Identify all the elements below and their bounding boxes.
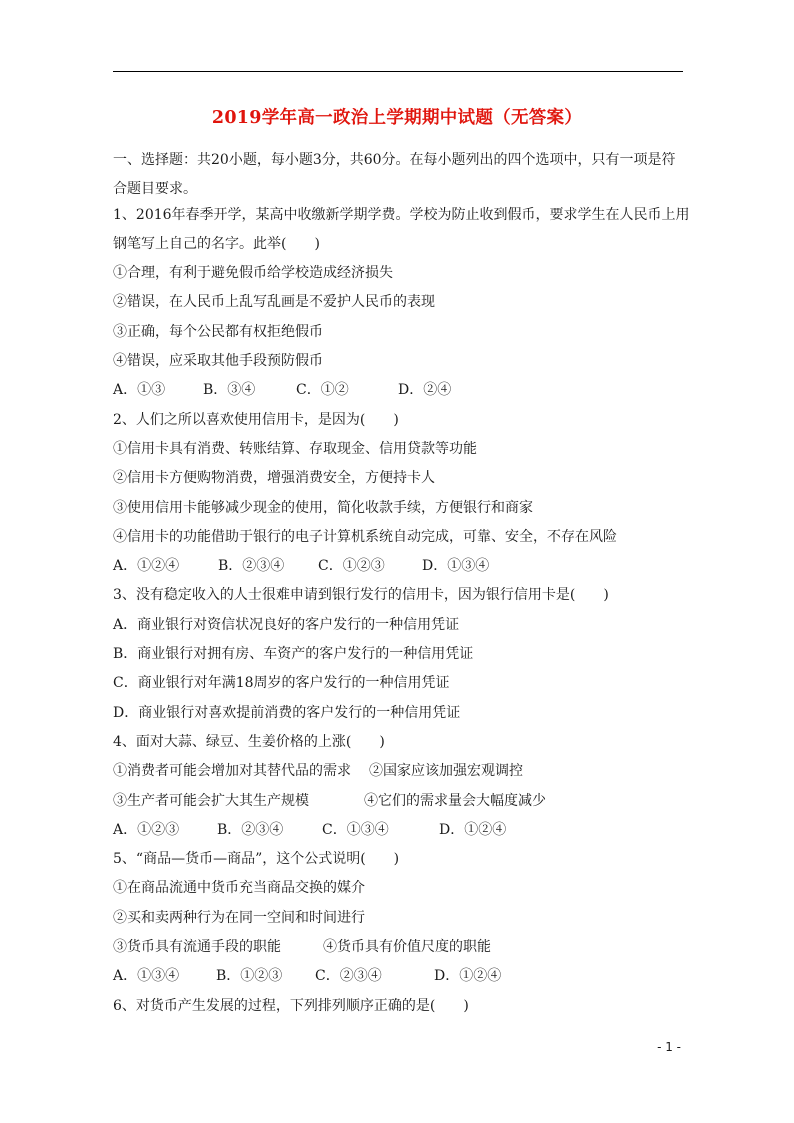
option-b: B．②③④: [217, 821, 284, 838]
option-c: C．①②: [296, 382, 349, 399]
option-c: C．①②③: [318, 558, 385, 575]
page-number: - 1 -: [657, 1040, 681, 1054]
option-d: D．商业银行对喜欢提前消费的客户发行的一种信用凭证: [113, 704, 461, 721]
statement-item: ④信用卡的功能借助于银行的电子计算机系统自动完成，可靠、安全，不存在风险: [113, 528, 617, 545]
statement-item: ③生产者可能会扩大其生产规模: [113, 792, 309, 809]
option-a: A．①③: [113, 382, 166, 399]
exam-title: 2019学年高一政治上学期期中试题（无答案）: [211, 108, 583, 128]
statement-item: ③正确，每个公民都有权拒绝假币: [113, 323, 323, 340]
statement-item: ①消费者可能会增加对其替代品的需求: [113, 763, 351, 780]
answer-options: [113, 556, 688, 585]
question-5: [113, 849, 688, 995]
statement-item: ③货币具有流通手段的职能: [113, 939, 281, 956]
answer-options: [113, 380, 688, 409]
question-3: [113, 585, 688, 731]
option-d: D．②④: [398, 382, 452, 399]
statement-item: ①在商品流通中货币充当商品交换的媒介: [113, 880, 365, 897]
option-b: B．②③④: [218, 558, 285, 575]
question-6: [113, 996, 688, 1025]
statement-item: ③使用信用卡能够减少现金的使用，简化收款手续，方便银行和商家: [113, 499, 533, 516]
question-stem: 4、面对大蒜、绿豆、生姜价格的上涨( ): [113, 733, 385, 750]
option-a: A．①②③: [113, 821, 180, 838]
exam-body: [113, 146, 688, 1025]
section-instructions: 一、选择题：共20小题，每小题3分，共60分。在每小题列出的四个选项中，只有一项是符合题目要求。: [113, 152, 676, 198]
question-4: [113, 732, 688, 849]
question-stem: 3、没有稳定收入的人士很难申请到银行发行的信用卡，因为银行信用卡是( ): [113, 587, 609, 604]
statement-item: ①合理，有利于避免假币给学校造成经济损失: [113, 265, 393, 282]
option-b: B．商业银行对拥有房、车资产的客户发行的一种信用凭证: [113, 646, 474, 663]
answer-options: [113, 966, 688, 995]
question-stem: 钢笔写上自己的名字。此举( ): [113, 235, 320, 252]
question-stem: 2、人们之所以喜欢使用信用卡，是因为( ): [113, 411, 399, 428]
question-1: [113, 205, 688, 410]
option-a: A．商业银行对资信状况良好的客户发行的一种信用凭证: [113, 616, 460, 633]
option-c: C．①③④: [322, 821, 389, 838]
option-b: B．③④: [203, 382, 256, 399]
option-a: A．①③④: [113, 968, 180, 985]
statement-item: ④错误，应采取其他手段预防假币: [113, 353, 323, 370]
statement-item: ①信用卡具有消费、转账结算、存取现金、信用贷款等功能: [113, 440, 477, 457]
statement-item: ④它们的需求量会大幅度减少: [364, 792, 546, 809]
statement-pair: [113, 761, 688, 790]
statement-pair: [113, 937, 688, 966]
option-c: C．②③④: [315, 968, 382, 985]
statement-item: ④货币具有价值尺度的职能: [323, 939, 491, 956]
option-d: D．①②④: [439, 821, 507, 838]
question-stem: 5、“商品—货币—商品”，这个公式说明( ): [113, 851, 400, 868]
option-a: A．①②④: [113, 558, 180, 575]
question-stem: 6、对货币产生发展的过程，下列排列顺序正确的是( ): [113, 997, 469, 1014]
option-d: D．①③④: [422, 558, 490, 575]
statement-pair: [113, 791, 688, 820]
answer-options: [113, 820, 688, 849]
question-2: [113, 410, 688, 586]
option-d: D．①②④: [434, 968, 502, 985]
statement-item: ②国家应该加强宏观调控: [369, 763, 523, 780]
header-rule: [113, 71, 683, 72]
option-b: B．①②③: [216, 968, 283, 985]
statement-item: ②错误，在人民币上乱写乱画是不爱护人民币的表现: [113, 294, 435, 311]
statement-item: ②买和卖两种行为在同一空间和时间进行: [113, 909, 365, 926]
question-stem: 1、2016年春季开学，某高中收缴新学期学费。学校为防止收到假币，要求学生在人民币上用: [113, 206, 690, 223]
statement-item: ②信用卡方便购物消费，增强消费安全，方便持卡人: [113, 470, 435, 487]
option-c: C．商业银行对年满18周岁的客户发行的一种信用凭证: [113, 675, 450, 692]
